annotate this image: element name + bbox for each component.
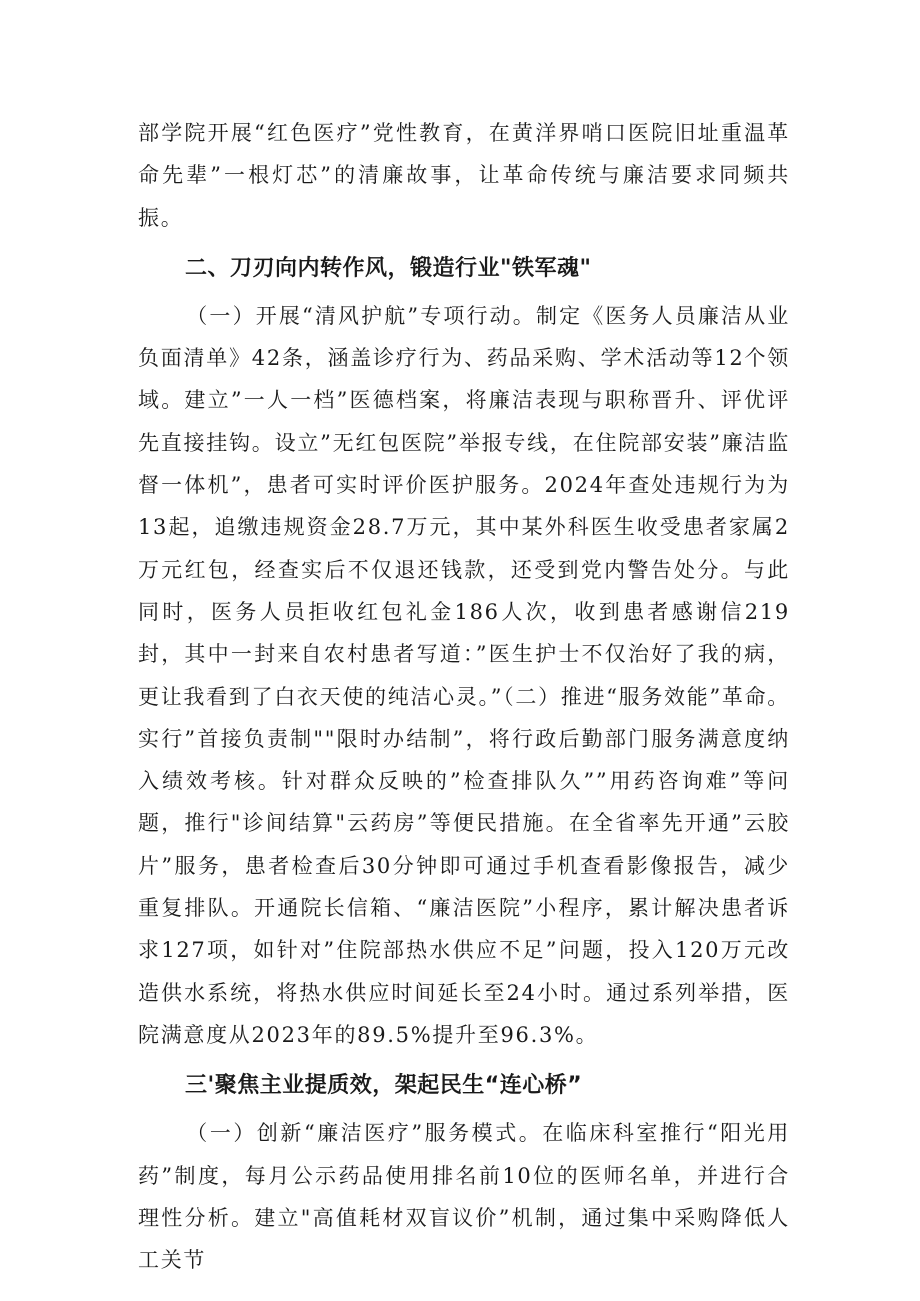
section-heading-2: 二、刀刃向内转作风，锻造行业"铁军魂" bbox=[185, 255, 592, 281]
paragraph-section-2: （一）开展“清风护航”专项行动。制定《医务人员廉洁从业负面清单》42条，涵盖诊疗行为、药品采购、学术活动等12个领域。建立”一人一档”医德档案，将廉洁表现与职称晋升、评优评先直接挂钩。设立”无红包医院”举报专线，在住院部安装”廉洁监督一体机”，患者可实时评价医护服务。2024年查处违规行为为13起，追缴违规资金28.7万元，其中某外科医生收受患者家属2万元红包，经查实后不仅退还钱款，还受到党内警告处分。与此同时，医务人员拒收红包礼金186人次，收到患者感谢信219封，其中一封来自农村患者写道：”医生护士不仅治好了我的病，更让我看到了白衣天使的纯洁心灵。”（二）推进“服务效能”革命。实行”首接负责制""限时办结制”，将行政后勤部门服务满意度纳入绩效考核。针对群众反映的”检查排队久””用药咨询难”等问题，推行"诊间结算"云药房”等便民措施。在全省率先开通”云胶片”服务，患者检查后30分钟即可通过手机查看影像报告，减少重复排队。开通院长信箱、“廉洁医院”小程序，累计解决患者诉求127项，如针对”住院部热水供应不足”问题，投入120万元改造供水系统，将热水供应时间延长至24小时。通过系列举措，医院满意度从2023年的89.5%提升至96.3%。 bbox=[138, 303, 790, 1047]
section-heading-3: 三'聚焦主业提质效，架起民生“连心桥” bbox=[185, 1073, 583, 1099]
paragraph-section-3: （一）创新“廉洁医疗”服务模式。在临床科室推行“阳光用药”制度，每月公示药品使用排名前10位的医师名单，并进行合理性分析。建立"高值耗材双盲议价”机制，通过集中采购降低人工关节 bbox=[138, 1121, 790, 1273]
paragraph-continuation: 部学院开展“红色医疗”党性教育，在黄洋界哨口医院旧址重温革命先辈”一根灯芯”的清廉故事，让革命传统与廉洁要求同频共振。 bbox=[138, 121, 790, 230]
document-body bbox=[138, 112, 790, 1281]
